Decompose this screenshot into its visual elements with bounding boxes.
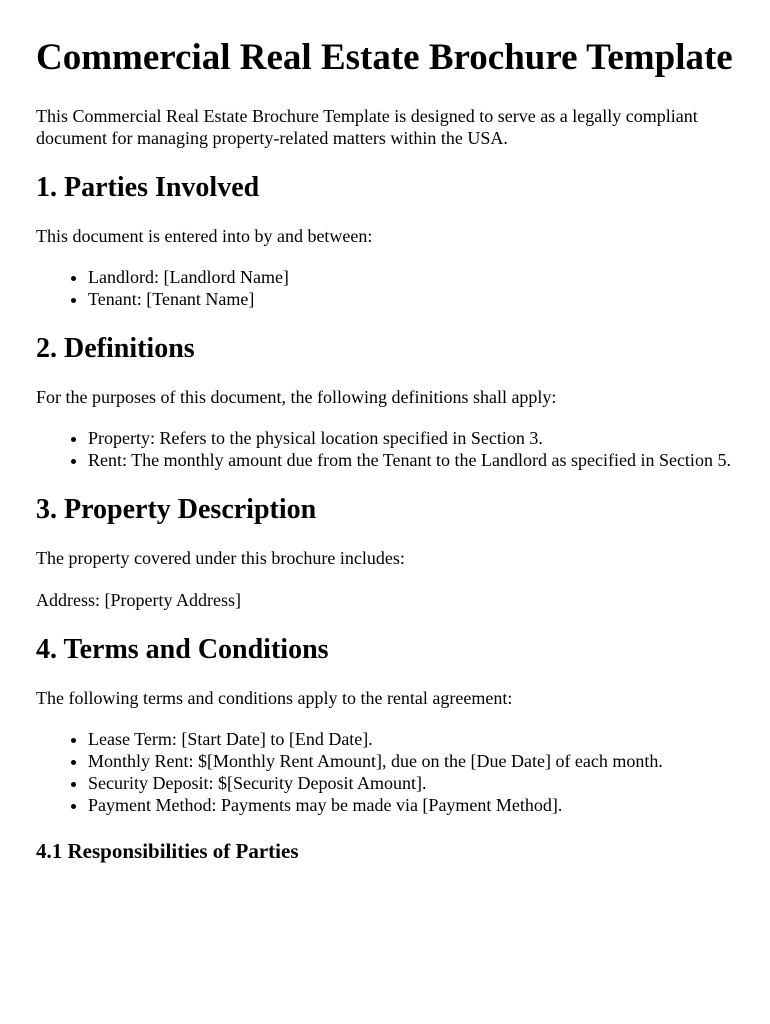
section-heading-property: 3. Property Description: [36, 494, 317, 525]
section-heading-parties: 1. Parties Involved: [36, 172, 260, 203]
document-title: Commercial Real Estate Brochure Template: [36, 37, 733, 78]
list-item: • Payment Method: Payments may be made via [Payment Method].: [88, 794, 734, 816]
section-lead-terms: The following terms and conditions apply to the rental agreement:: [36, 688, 513, 708]
property-address: Address: [Property Address]: [36, 590, 241, 610]
list-item: • Tenant: [Tenant Name]: [88, 288, 734, 310]
section-heading-terms: 4. Terms and Conditions: [36, 634, 329, 665]
section-lead-definitions: For the purposes of this document, the following definitions shall apply:: [36, 387, 557, 407]
list-item: • Monthly Rent: $[Monthly Rent Amount], due on the [Due Date] of each month.: [88, 750, 734, 772]
list-item: • Security Deposit: $[Security Deposit Amount].: [88, 772, 734, 794]
list-item: • Property: Refers to the physical location specified in Section 3.: [88, 427, 734, 449]
terms-list: [36, 728, 734, 816]
section-lead-property: The property covered under this brochure includes:: [36, 548, 405, 568]
parties-list: [36, 266, 734, 310]
list-item: • Landlord: [Landlord Name]: [88, 266, 734, 288]
list-item: • Lease Term: [Start Date] to [End Date].: [88, 728, 734, 750]
subsection-heading-responsibilities: 4.1 Responsibilities of Parties: [36, 839, 299, 863]
list-item: • Rent: The monthly amount due from the Tenant to the Landlord as specified in Section 5.: [88, 449, 734, 471]
section-heading-definitions: 2. Definitions: [36, 333, 195, 364]
intro-paragraph: This Commercial Real Estate Brochure Template is designed to serve as a legally compliant document for managing property-related matters within the USA.: [36, 106, 698, 148]
section-lead-parties: This document is entered into by and between:: [36, 226, 373, 246]
definitions-list: [36, 427, 734, 471]
